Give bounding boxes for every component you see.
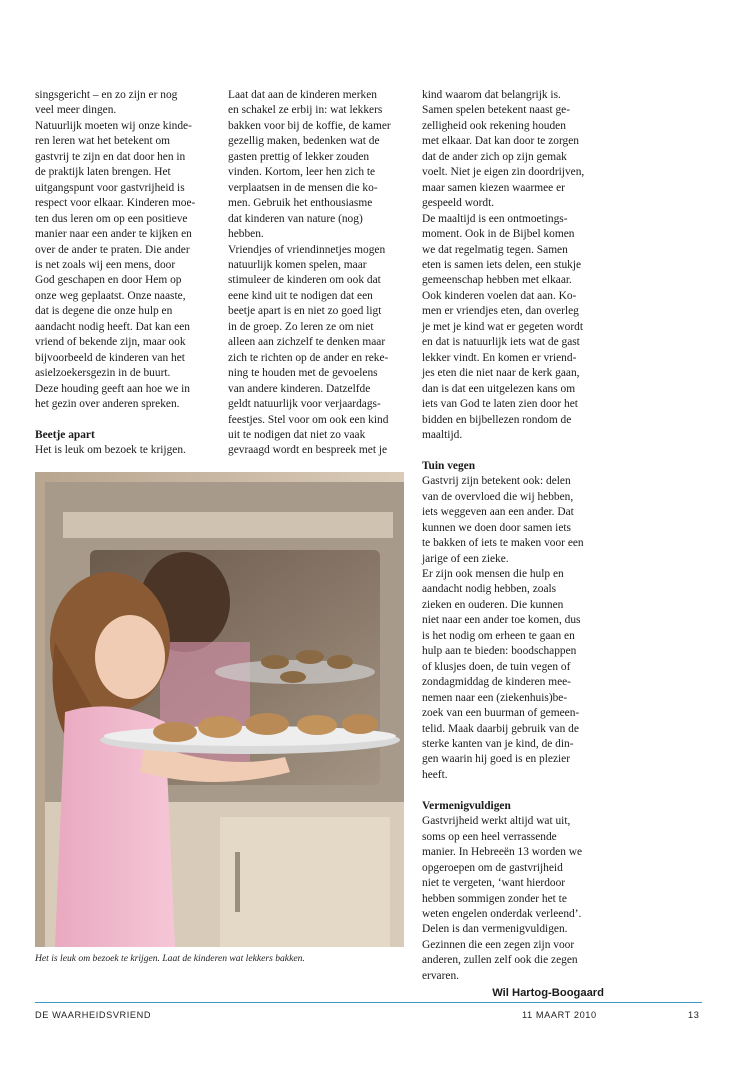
- photo-girl-baking: [35, 472, 404, 947]
- footer-publication: DE WAARHEIDSVRIEND: [35, 1010, 152, 1020]
- body-paragraph: kind waarom dat belangrijk is. Samen spelen betekent naast ge- zelligheid ook rekening houden met elkaar. Dat kan door te zorgen dat de ander zich op zijn gemak voelt. Niet je eigen zin doordrijven, maar samen kiezen waarmee er gespeeld wordt. De maaltijd is een ontmoetings- moment. Ook in de Bijbel komen we dat regelmatig tegen. Samen eten is samen iets delen, een stukje gemeenschap hebben met elkaar. Ook kinderen voelen dat aan. Ko- men er vriendjes eten, dan overleg je met je kind wat er gegeten wordt en dat is natuurlijk iets wat de gast lekker vindt. En komen er vriend- jes eten die niet naar de kerk gaan, dan is dat een uitgelezen kans om iets van God te laten zien door het bidden en bijbellezen rondom de maaltijd.: [422, 89, 585, 441]
- subheading-vermenigvuldigen: Vermenigvuldigen: [422, 799, 511, 812]
- footer-divider: [35, 1002, 702, 1003]
- body-paragraph: singsgericht – en zo zijn er nog veel meer dingen. Natuurlijk moeten wij onze kinde- ren leren wat het betekent om gastvrij te zijn en dat door hen in de praktijk laten brengen. Het uitgangspunt voor gastvrijheid is respect voor elkaar. Kinderen moe- ten dus leren om op een positieve manier naar een ander te kijken en over de ander te praten. Die ander is net zoals wij een mens, door God geschapen en door Hem op onze weg geplaatst. Onze naaste, dat is degene die onze hulp en aandacht nodig heeft. Dat kan een vriend of bekende zijn, maar ook bijvoorbeeld de kinderen van het asielzoekersgezin in de buurt. Deze houding geeft aan hoe we in het gezin over anderen spreken.: [35, 89, 196, 411]
- subheading-beetje-apart: Beetje apart: [35, 428, 95, 441]
- footer-date: 11 MAART 2010: [522, 1010, 597, 1020]
- article-column-1: [35, 88, 213, 459]
- body-paragraph: Gastvrij zijn betekent ook: delen van de overvloed die wij hebben, iets weggeven aan een ander. Dat kunnen we doen door samen iets te bakken of iets te maken voor een jarige of een zieke. Er zijn ook mensen die hulp en aandacht nodig hebben, zoals zieken en ouderen. Die kunnen niet naar een ander toe komen, dus is het nodig om erheen te gaan en hulp aan te bieden: boodschappen of klusjes doen, de tuin vegen of zondagmiddag de kinderen mee- nemen naar een (ziekenhuis)be- zoek van een buurman of gemeen- telid. Maak daarbij gebruik van de sterke kanten van je kind, de din- gen waarin hij goed is en plezier heeft.: [422, 475, 584, 781]
- photo-girl-baking-icon: [35, 472, 404, 947]
- body-paragraph: Laat dat aan de kinderen merken en schakel ze erbij in: wat lekkers bakken voor bij de koffie, de kamer gezellig maken, bedenken wat de gasten prettig of lekker zouden vinden. Kortom, leer hen zich te verplaatsen in de mensen die ko- men. Gebruik het enthousiasme dat kinderen van nature (nog) hebben. Vriendjes of vriendinnetjes mogen natuurlijk komen spelen, maar stimuleer de kinderen om ook dat eene kind uit te nodigen dat een beetje apart is en niet zo goed ligt in de groep. Zo leren ze om niet alleen aan zichzelf te denken maar zich te richten op de ander en reke- ning te houden met de gevoelens van andere kinderen. Datzelfde geldt natuurlijk voor verjaardags- feestjes. Stel voor om ook een kind uit te nodigen dat niet zo vaak gevraagd wordt en bespreek met je: [228, 89, 391, 457]
- body-paragraph: Het is leuk om bezoek te krijgen.: [35, 444, 186, 457]
- body-paragraph: Gastvrijheid werkt altijd wat uit, soms op een heel verrassende manier. In Hebreeën 13 worden we opgeroepen om de gastvrijheid niet te vergeten, ‘want hierdoor hebben sommigen zonder het te weten engelen onderdak verleend’. Delen is dan vermenigvuldigen. Gezinnen die een zegen zijn voor anderen, zullen zelf ook die zegen ervaren.: [422, 815, 583, 982]
- article-column-3: [422, 88, 604, 1001]
- author-name: Wil Hartog-Boogaard: [492, 987, 604, 1000]
- footer-page-number: 13: [688, 1010, 700, 1020]
- subheading-tuin-vegen: Tuin vegen: [422, 459, 476, 472]
- article-column-2: [228, 88, 410, 459]
- photo-caption: Het is leuk om bezoek te krijgen. Laat de kinderen wat lekkers bakken.: [35, 953, 305, 964]
